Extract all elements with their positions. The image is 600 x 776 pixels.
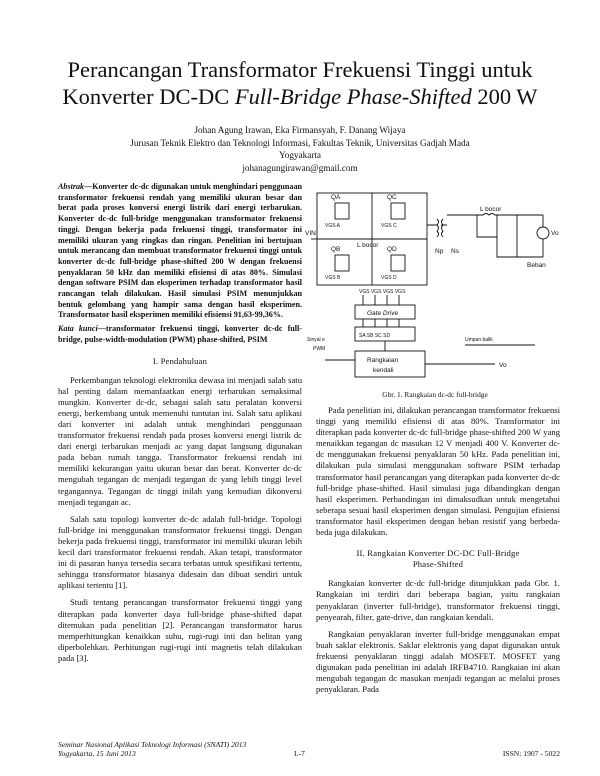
label-vgsb: VGS B xyxy=(325,275,341,281)
figure-caption: Gbr. 1. Rangkaian dc-dc full-bridge xyxy=(382,390,488,399)
title-line-1: Perancangan Transformator Frekuensi Tinggi untuk xyxy=(67,57,533,82)
label-qd: QD xyxy=(387,246,397,253)
label-vgsa: VGS A xyxy=(325,223,341,229)
paragraph: Rangkaian konverter dc-dc full-bridge ditunjukkan pada Gbr. 1. Rangkaian ini terdiri dari beberapa bagian, yaitu rangkaian penyaklaran (inverter full-bridge), transformator frekuensi tinggi, penyearah, filter, gate-drive, dan rangkaian kendali. xyxy=(316,578,560,622)
label-sinyal: Sinyal e xyxy=(307,337,325,343)
section-heading-1: I. Pendahuluan xyxy=(152,355,208,366)
label-kendali: kendali xyxy=(373,367,394,374)
label-vgs-row: VGS VGS VGS VGS xyxy=(359,289,406,295)
paragraph: Salah satu topologi konverter dc-dc adalah full-bridge. Topologi full-bridge ini menggunakan transformator frekuensi tinggi. Dengan bekerja pada frekuensi tinggi, transformator ini memiliki ukuran lebih kecil dari transformator frekuensi rendah. Akan tetapi, transformator ini di pasaran hanya tersedia secara terbatas untuk spesifikasi tertentu, sehingga transformator biasanya didesain dan dibuat sendiri untuk aplikasi tertentu [1]. xyxy=(58,513,302,591)
title-line-2: Konverter DC-DC Full-Bridge Phase-Shifted 200 W xyxy=(62,84,538,109)
label-qa: QA xyxy=(331,194,341,201)
paragraph: Rangkaian penyaklaran inverter full-bridge menggunakan empat buah saklar elektronis. Saklar elektronis yang dapat digunakan untuk frekuensi penyaklaran tinggi adalah MOSFET. MOSFET yang digunakan pada penelitian ini adalah IRFB4710. Rangkaian ini akan mengubah tegangan dc masukan menjadi tegangan ac melalui proses penyaklaran. Pada xyxy=(316,628,560,695)
section-heading-2: II. Rangkaian Konverter DC-DC Full-Bridge Phase-Shifted xyxy=(356,548,520,570)
label-umpan-balik: Umpan balik xyxy=(465,337,493,343)
label-np: Np xyxy=(435,248,444,255)
page-footer xyxy=(58,740,560,758)
author-block xyxy=(0,124,600,174)
paragraph: Studi tentang perancangan transformator frekuensi tinggi yang diterapkan pada konverter daya full-bridge phase-shifted dapat ditemukan pada penelitian [2]. Perancangan transformator harus memperhitungkan kenaikkan suhu, rugi-rugi inti dan belitan yang diperbolehkan. Perhitungan rugi-rugi inti magnetis telah dilakukan pada [3]. xyxy=(58,597,302,663)
label-qc: QC xyxy=(387,194,397,201)
label-sa-sd: SA SB SC SD xyxy=(359,333,391,339)
circuit-figure xyxy=(305,175,565,385)
left-column xyxy=(58,182,302,670)
right-column xyxy=(316,405,560,701)
label-lbocor-2: L bocor xyxy=(480,206,502,213)
label-lbocor: L bocor xyxy=(357,242,379,249)
authors: Johan Agung Irawan, Eka Firmansyah, F. Danang Wijaya xyxy=(194,125,406,135)
paper-title xyxy=(0,56,600,110)
label-vin: VIN xyxy=(305,230,316,237)
footer-seminar: Seminar Nasional Aplikasi Teknologi Informasi (SNATI) 2013 xyxy=(58,740,247,749)
issn: ISSN: 1907 - 5022 xyxy=(502,749,560,758)
label-vgsc: VGS C xyxy=(381,223,397,229)
city: Yogyakarta xyxy=(279,150,321,160)
affiliation: Jurusan Teknik Elektro dan Teknologi Informasi, Fakultas Teknik, Universitas Gadjah Mada xyxy=(130,137,470,148)
paragraph: Perkembangan teknologi elektronika dewasa ini menjadi salah satu hal penting dalam memanfaatkan energi terbarukan semaksimal mungkin. Konverter dc-dc, sebagai salah satu peralatan konversi energi, berkembang untuk memenuhi tuntutan ini. Salah satu aplikasi dari konverter ini adalah untuk menghindari penggunaan transformator frekuensi rendah pada proses konversi energi listrik dc dari energi terbarukan menjadi ac yang dapat langsung digunakan pada beban rumah tangga. Transformator frekuensi rendah ini memiliki kekurangan yaitu ukuran besar dan berat. Konverter dc-dc mengubah tegangan dc menjadi tegangan dc yang lebih tinggi level tegangannya. Tegangan dc tinggi inilah yang kemudian dikonversi menjadi tegangan ac. xyxy=(58,374,302,507)
label-rangkaian: Rangkaian xyxy=(367,357,399,364)
footer-date: Yogyakarta, 15 Juni 2013 xyxy=(58,749,136,758)
label-gate-drive: Gate Drive xyxy=(367,310,399,317)
page-number: L-7 xyxy=(294,749,305,758)
label-vo: Vo xyxy=(551,230,559,237)
label-vgsd: VGS D xyxy=(381,275,397,281)
keywords: Kata kunci—transformator frekuensi tinggi, konverter dc-dc full-bridge, pulse-width-modulation (PWM) phase-shifted, PSIM xyxy=(58,324,303,344)
label-pwm: PWM xyxy=(313,346,326,352)
label-beban: Beban xyxy=(527,262,546,269)
label-ns: Ns xyxy=(451,248,459,255)
paragraph: Pada penelitian ini, dilakukan perancangan transformator frekuensi tinggi yang memiliki efisiensi di atas 80%. Transformator ini diterapkan pada konverter dc-dc full-bridge phase-shifted 200 W yang menaikkan tegangan dc masukan 12 V menjadi 400 V. Konverter dc-dc menggunakan frekuensi penyaklaran 50 kHz. Pada penelitian ini, dilakukan pula simulasi menggunakan software PSIM terhadap transformator hasil perancangan yang diterapkan pada konverter dc-dc full-bridge phase-shifted. Hasil simulasi juga dibandingkan dengan hasil eksperimen. Perbandingan ini dimaksudkan untuk mengetahui seberapa sesuai hasil eksperimen dengan simulasi. Pengujian efisiensi transformator hasil eksperimen dengan beban resistif yang berbeda-beda juga dilakukan. xyxy=(316,405,560,538)
email[interactable]: johanagungirawan@gmail.com xyxy=(242,162,358,173)
label-vo-feedback: Vo xyxy=(499,362,507,369)
label-qb: QB xyxy=(331,246,341,253)
abstract: Abstrak—Konverter dc-dc digunakan untuk menghindari penggunaan transformator frekuensi rendah yang memiliki ukuran besar dan berat pada proses konversi energi listrik dari energi terbarukan. Konverter dc-dc full-bridge menggunakan transformator frekuensi tinggi. Dengan bekerja pada frekuensi tinggi, transformator ini memiliki ukuran yang ringkas dan ringan. Penelitian ini bertujuan untuk merancang dan membuat transformator frekuensi tinggi untuk konverter dc-dc full-bridge phase-shifted 200 W dengan frekuensi penyaklaran 50 kHz dan memiliki efisiensi di atas 80%. Simulasi dengan software PSIM dan eksperimen terhadap transformator hasil rancangan telah dilakukan. Hasil simulasi PSIM menunjukkan bentuk gelombang yang hampir sama dengan hasil eksperimen. Transformator hasil eksperimen memiliki efisiensi 91,63-99,36%. xyxy=(58,182,302,320)
